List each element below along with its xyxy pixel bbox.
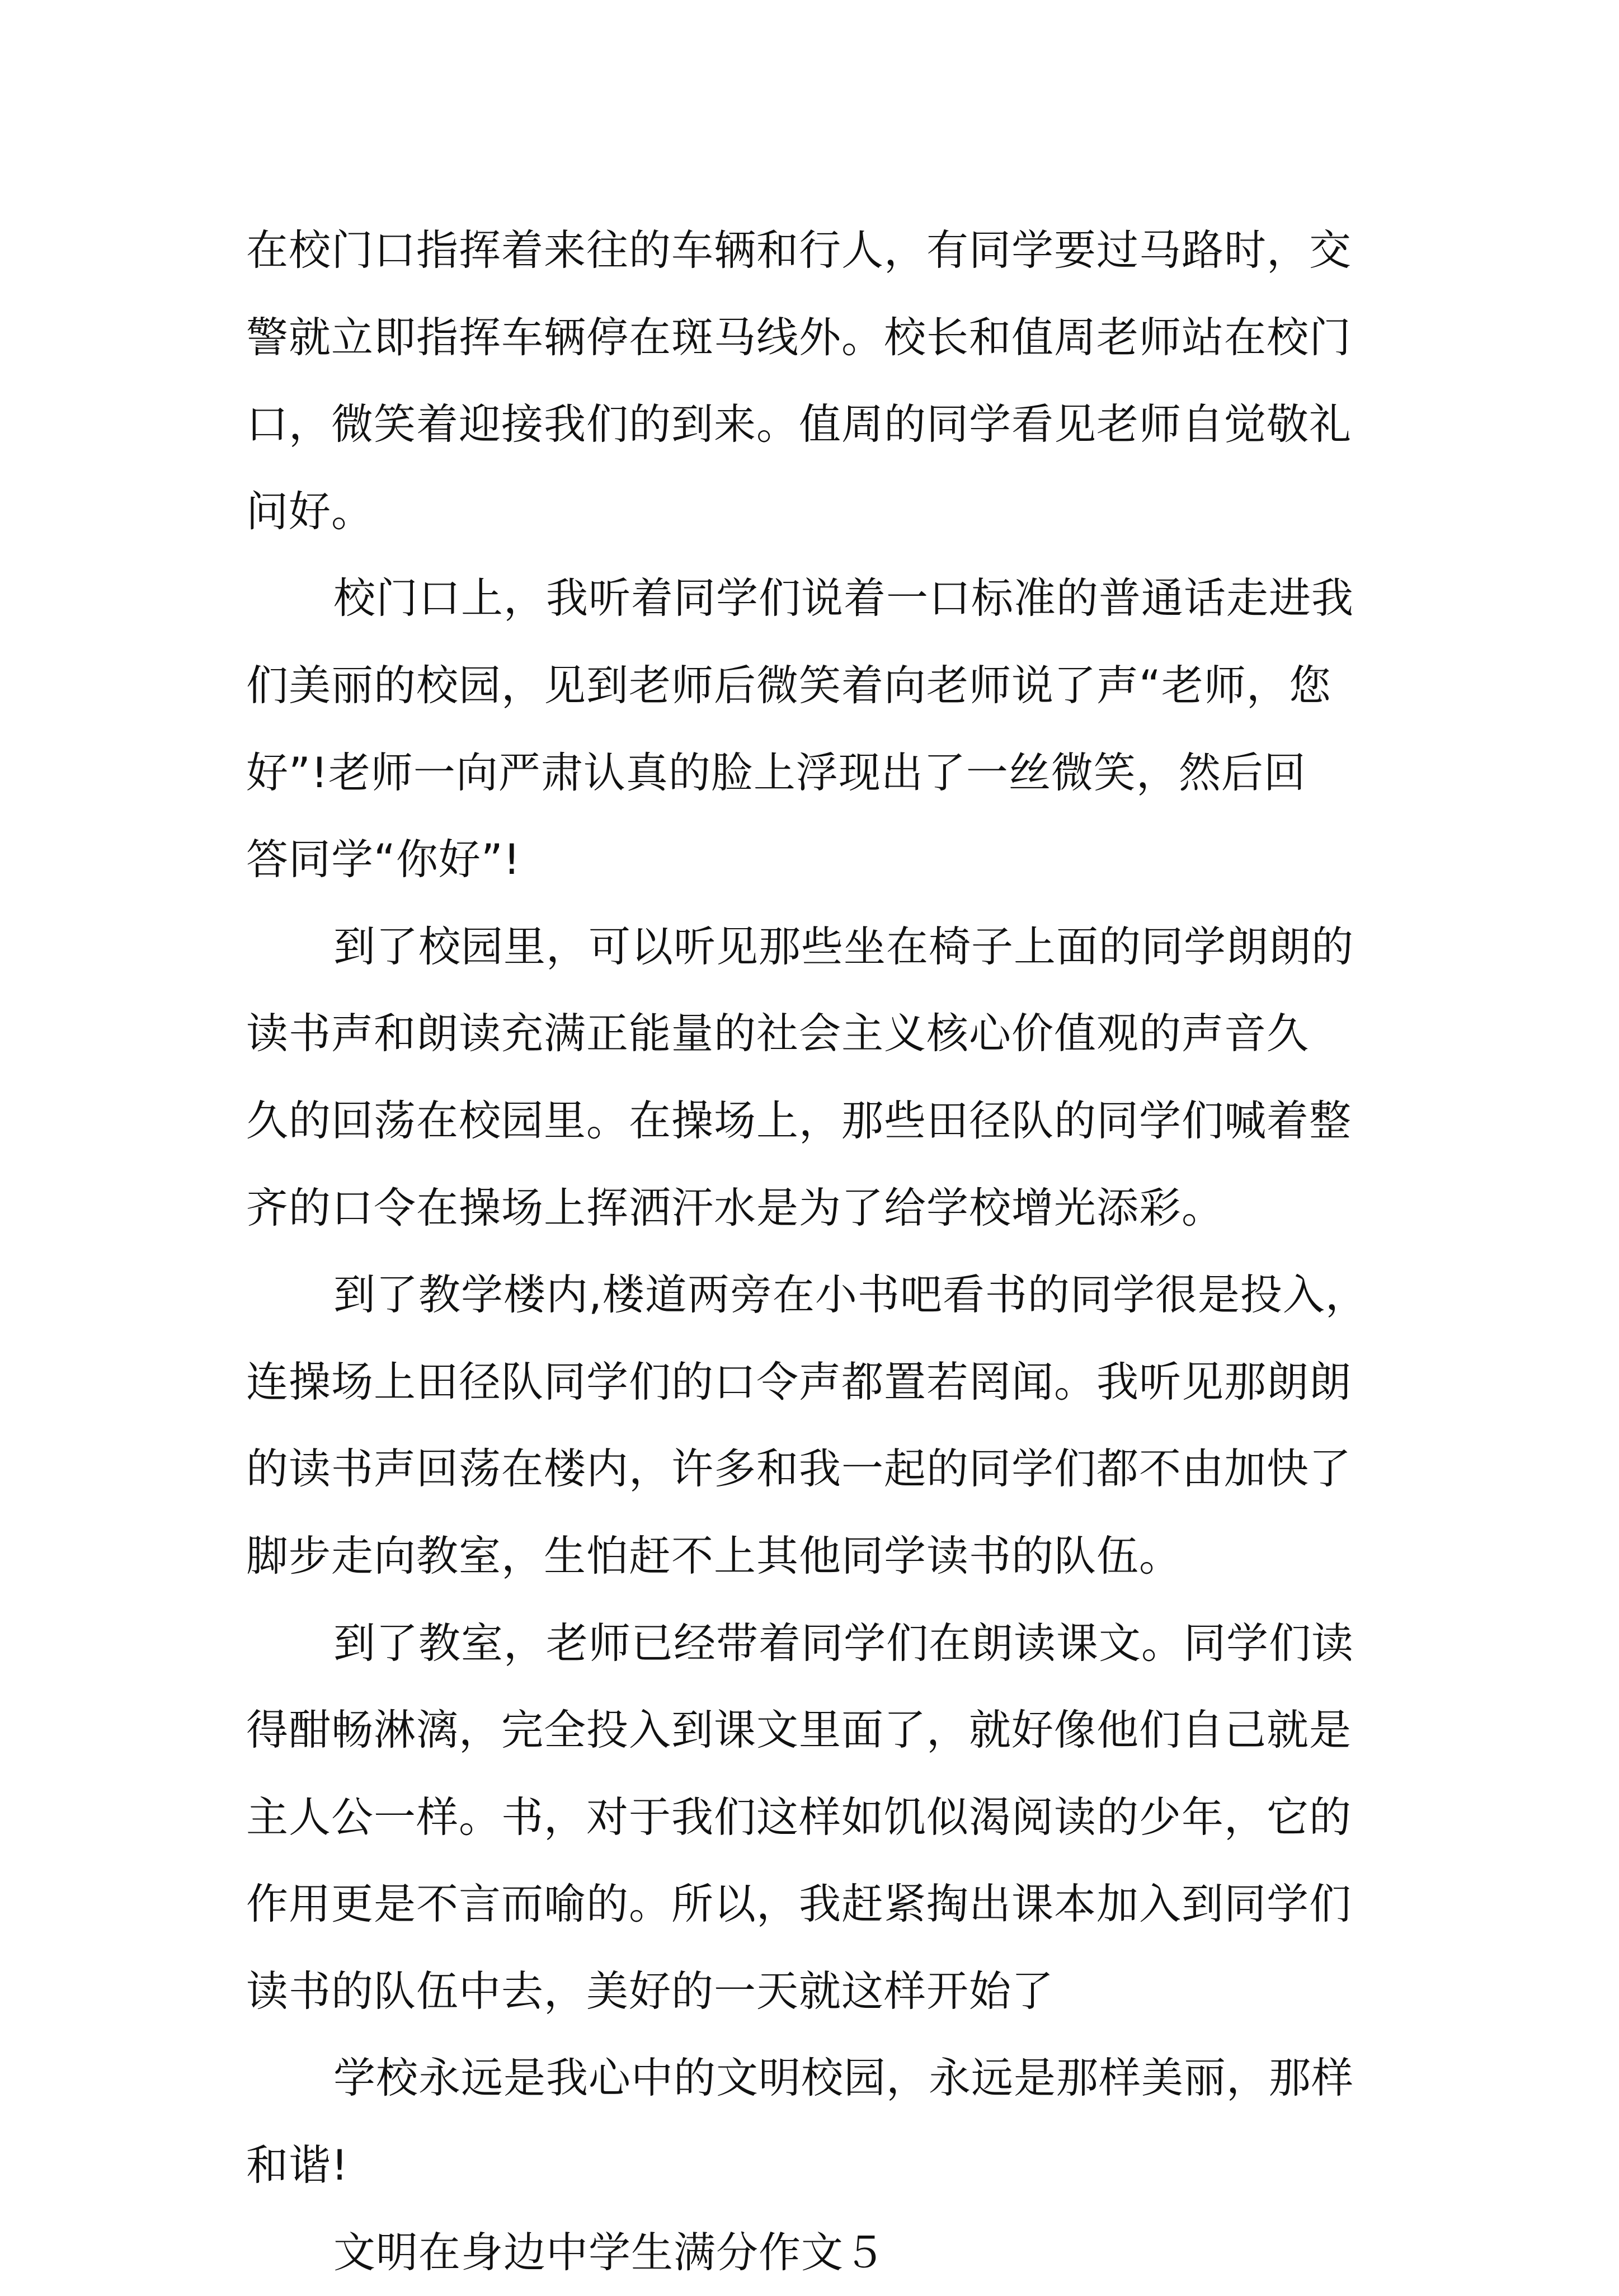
text-line: 的读书声回荡在楼内，许多和我一起的同学们都不由加快了 — [246, 1444, 1352, 1494]
text-line: 在校门口指挥着来往的车辆和行人，有同学要过马路时，交 — [246, 225, 1352, 275]
text-line: 学校永远是我心中的文明校园，永远是那样美丽，那样 — [333, 2053, 1354, 2103]
text-line: 问好。 — [246, 486, 374, 536]
text-line: 得酣畅淋漓，完全投入到课文里面了，就好像他们自己就是 — [246, 1705, 1352, 1755]
text-line: 警就立即指挥车辆停在斑马线外。校长和值周老师站在校门 — [246, 312, 1352, 362]
text-line: 好”!老师一向严肃认真的脸上浮现出了一丝微笑，然后回 — [246, 747, 1306, 797]
text-line: 齐的口令在操场上挥洒汗水是为了给学校增光添彩。 — [246, 1183, 1225, 1232]
text-line: 读书的队伍中去，美好的一天就这样开始了 — [246, 1966, 1055, 2016]
text-line: 作用更是不言而喻的。所以，我赶紧掏出课本加入到同学们 — [246, 1879, 1352, 1929]
text-line: 口，微笑着迎接我们的到来。值周的同学看见老师自觉敬礼 — [246, 399, 1352, 449]
text-line: 答同学“你好”! — [246, 835, 521, 884]
text-line: 久的回荡在校园里。在操场上，那些田径队的同学们喊着整 — [246, 1095, 1352, 1145]
text-line: 到了教室，老师已经带着同学们在朗读课文。同学们读 — [333, 1618, 1354, 1668]
text-line: 和谐! — [246, 2140, 349, 2190]
document-body — [246, 207, 1382, 2296]
text-line: 到了教学楼内,楼道两旁在小书吧看书的同学很是投入， — [333, 1270, 1368, 1320]
text-line: 连操场上田径队同学们的口令声都置若罔闻。我听见那朗朗 — [246, 1357, 1352, 1406]
text-line: 主人公一样。书，对于我们这样如饥似渴阅读的少年，它的 — [246, 1792, 1352, 1842]
text-line: 到了校园里，可以听见那些坐在椅子上面的同学朗朗的 — [333, 921, 1354, 971]
text-line: 校门口上，我听着同学们说着一口标准的普通话走进我 — [333, 573, 1354, 623]
text-line: 们美丽的校园，见到老师后微笑着向老师说了声“老师，您 — [246, 660, 1331, 710]
text-line: 读书声和朗读充满正能量的社会主义核心价值观的声音久 — [246, 1009, 1310, 1058]
text-line: 文明在身边中学生满分作文５ — [333, 2227, 887, 2277]
text-line: 脚步走向教室，生怕赶不上其他同学读书的队伍。 — [246, 1531, 1182, 1580]
